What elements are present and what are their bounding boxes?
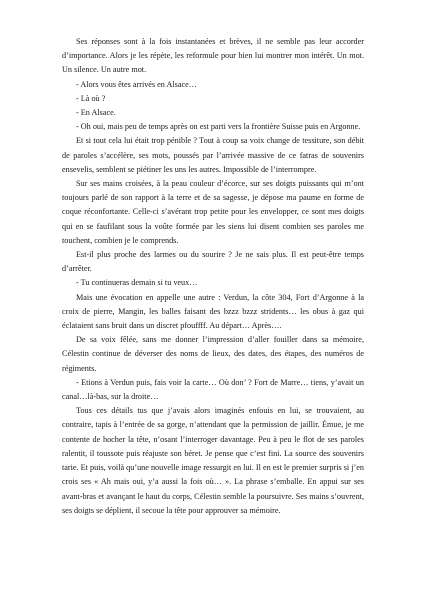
- dialogue-line: - Etions à Verdun puis, fais voir la carte… Où don’ ? Fort de Marre… tiens, y’avait un canal…là-bas, sur la droite…: [62, 377, 364, 402]
- body-text: [62, 35, 364, 518]
- dialogue-line: - Alors vous êtes arrivés en Alsace…: [76, 79, 197, 89]
- paragraph: De sa voix fêlée, sans me donner l’impression d’aller fouiller dans sa mémoire, Célestin continue de déverser des noms de lieux, des dates, des étapes, des numéros de régiments.: [62, 335, 364, 373]
- paragraph: Tous ces détails tus que j’avais alors imaginés enfouis en lui, se trouvaient, au contraire, tapis à l’entrée de sa gorge, n’attendant que la permission de jaillir. Émue, je me contente de hocher la tête, n’osant l’interroger davantage. Peu à peu le flot de ses paroles ralentit, il toussote puis réajuste son béret. Je pense que c’est fini. La source des souvenirs tarie. Et puis, voilà qu’une nouvelle image ressurgit en lui. Il en est le premier surpris si j’en crois ses « Ah mais oui, y’a aussi la fois où… ». La phrase s’emballe. En appui sur ses avant-bras et avançant le haut du corps, Célestin semble la poursuivre. Ses mains s’ouvrent, ses doigts se déplient, il secoue la tête pour approuver sa mémoire.: [62, 406, 364, 515]
- paragraph: Sur ses mains croisées, à la peau couleur d’écorce, sur ses doigts puissants qui m’ont toujours parlé de son rapport à la terre et de sa sagesse, je dépose ma paume en forme de coque réconfortante. Celle-ci s’avérant trop petite pour les envelopper, ce sont mes doigts qui en se faufilant sous la voûte formée par les siens lui disent combien ses paroles me touchent, combien je le comprends.: [62, 179, 364, 245]
- paragraph: Mais une évocation en appelle une autre : Verdun, la côte 304, Fort d’Argonne à la croix de pierre, Mangin, les balles faisant des bzzz bzzz stridents… les obus à gaz qui éclataient sans bruit dans un discret pfouffff. Au départ… Après….: [62, 292, 364, 331]
- dialogue-line: - En Alsace.: [76, 108, 116, 118]
- dialogue-line: - Là où ?: [76, 93, 106, 103]
- dialogue-line: - Tu continueras demain si tu veux…: [76, 278, 198, 288]
- dialogue-line: - Oh oui, mais peu de temps après on est parti vers la frontière Suisse puis en Argonne.: [76, 122, 361, 132]
- paragraph: Ses réponses sont à la fois instantanées et brèves, il ne semble pas leur accorder d’importance. Alors je les répète, les reformule pour bien lui montrer mon intérêt. Un mot. Un silence. Un autre mot.: [62, 37, 364, 75]
- paragraph: Est-il plus proche des larmes ou du sourire ? Je ne sais plus. Il est peut-être temps d’arrêter.: [62, 250, 364, 274]
- paragraph: Et si tout cela lui était trop pénible ? Tout à coup sa voix change de tessiture, son débit de paroles s’accélère, ses mots, poussés par l’arrivée massive de ce fatras de souvenirs ensevelis, semblent se piétiner les uns les autres. Impossible de l’interrompre.: [62, 136, 364, 174]
